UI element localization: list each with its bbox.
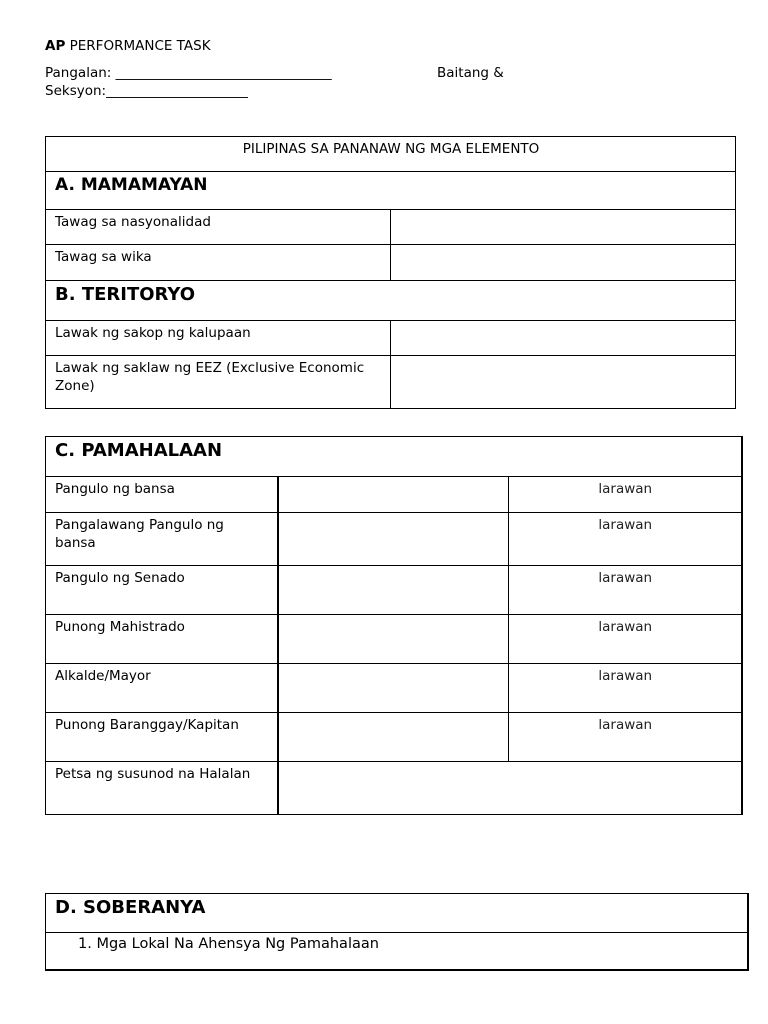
row-label-senate-president: Pangulo ng Senado	[46, 566, 278, 615]
answer-cell-senate-president[interactable]	[278, 566, 509, 615]
section-b-heading: B. TERITORYO	[46, 281, 736, 321]
answer-cell-president[interactable]	[278, 477, 509, 513]
section-a-heading: A. MAMAMAYAN	[46, 172, 736, 210]
name-line: Pangalan: ________________________________	[45, 65, 332, 81]
answer-cell-election-date[interactable]	[278, 762, 742, 815]
answer-cell-land-area[interactable]	[391, 321, 736, 356]
sovereignty-table	[45, 893, 749, 971]
document-title	[45, 38, 211, 54]
answer-cell-language[interactable]	[391, 245, 736, 281]
image-cell-chief-justice[interactable]: larawan	[509, 615, 742, 664]
section-c-heading: C. PAMAHALAAN	[46, 437, 742, 477]
elements-table	[45, 136, 736, 409]
list-item-text: Mga Lokal Na Ahensya Ng Pamahalaan	[96, 936, 379, 952]
row-label-eez: Lawak ng saklaw ng EEZ (Exclusive Economic Zone)	[46, 356, 391, 409]
image-cell-barangay-captain[interactable]: larawan	[509, 713, 742, 762]
row-label-election-date: Petsa ng susunod na Halalan	[46, 762, 278, 815]
section-d-heading: D. SOBERANYA	[46, 894, 748, 933]
answer-cell-barangay-captain[interactable]	[278, 713, 509, 762]
row-label-mayor: Alkalde/Mayor	[46, 664, 278, 713]
answer-cell-vice-president[interactable]	[278, 513, 509, 566]
image-cell-president[interactable]: larawan	[509, 477, 742, 513]
list-item-number: 1.	[78, 936, 92, 952]
row-label-vice-president: Pangalawang Pangulo ng bansa	[46, 513, 278, 566]
answer-cell-chief-justice[interactable]	[278, 615, 509, 664]
grade-label: Baitang &	[437, 65, 504, 81]
answer-cell-nationality[interactable]	[391, 210, 736, 245]
table-title: PILIPINAS SA PANANAW NG MGA ELEMENTO	[46, 137, 736, 172]
row-label-land-area: Lawak ng sakop ng kalupaan	[46, 321, 391, 356]
image-cell-vice-president[interactable]: larawan	[509, 513, 742, 566]
answer-cell-eez[interactable]	[391, 356, 736, 409]
row-label-nationality: Tawag sa nasyonalidad	[46, 210, 391, 245]
row-label-chief-justice: Punong Mahistrado	[46, 615, 278, 664]
government-table	[45, 436, 743, 815]
list-item	[46, 933, 748, 970]
row-label-barangay-captain: Punong Baranggay/Kapitan	[46, 713, 278, 762]
image-cell-mayor[interactable]: larawan	[509, 664, 742, 713]
subject-code: AP	[45, 38, 66, 54]
answer-cell-mayor[interactable]	[278, 664, 509, 713]
image-cell-senate-president[interactable]: larawan	[509, 566, 742, 615]
row-label-president: Pangulo ng bansa	[46, 477, 278, 513]
task-label: PERFORMANCE TASK	[65, 38, 211, 54]
section-line: Seksyon:_____________________	[45, 83, 248, 99]
row-label-language: Tawag sa wika	[46, 245, 391, 281]
